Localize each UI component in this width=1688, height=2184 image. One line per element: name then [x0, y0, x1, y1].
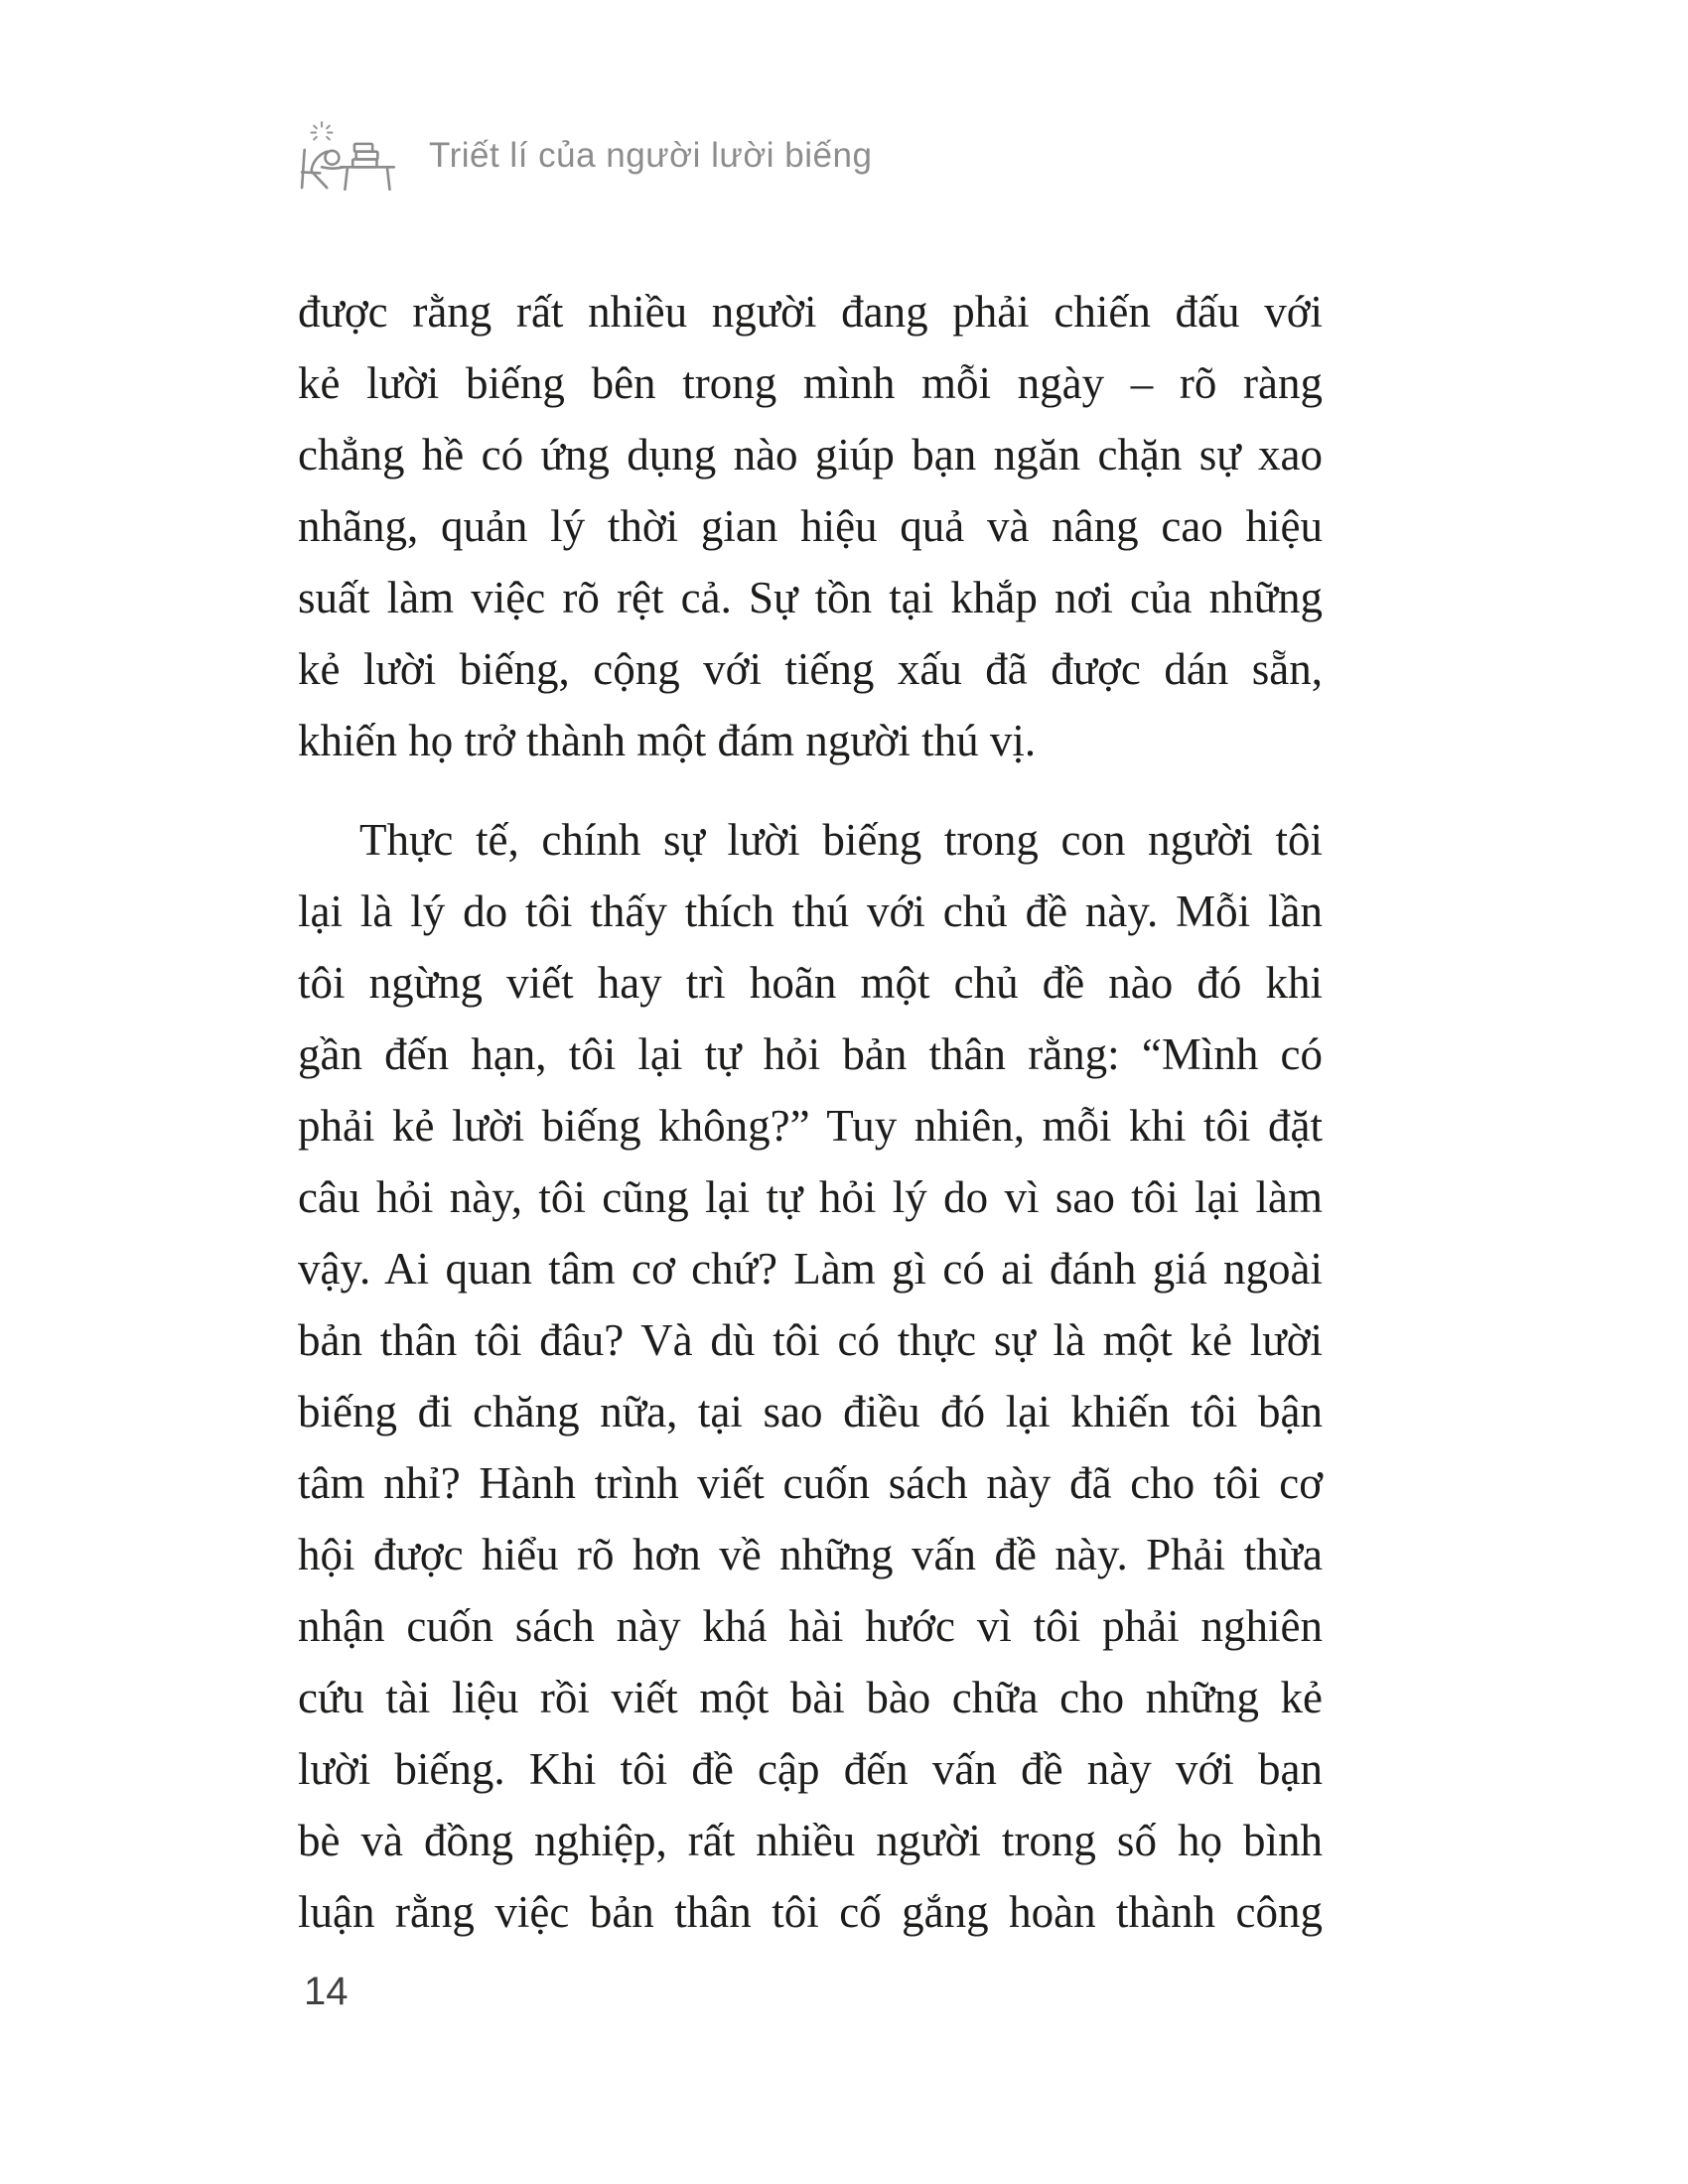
text-line: tôi ngừng viết hay trì hoãn một chủ đề nào đó khi	[298, 958, 1323, 1008]
paragraph	[298, 276, 1323, 776]
text-line: bè và đồng nghiệp, rất nhiều người trong số họ bình	[298, 1816, 1323, 1865]
running-head-title: Triết lí của người lười biếng	[429, 136, 873, 175]
text-line: lại là lý do tôi thấy thích thú với chủ đề này. Mỗi lần	[298, 887, 1323, 936]
text-line: câu hỏi này, tôi cũng lại tự hỏi lý do vì sao tôi lại làm	[298, 1172, 1323, 1222]
text-line: vậy. Ai quan tâm cơ chứ? Làm gì có ai đánh giá ngoài	[298, 1244, 1323, 1294]
text-line: phải kẻ lười biếng không?” Tuy nhiên, mỗi khi tôi đặt	[298, 1101, 1323, 1151]
text-line: nhận cuốn sách này khá hài hước vì tôi phải nghiên	[298, 1601, 1323, 1651]
text-line: suất làm việc rõ rệt cả. Sự tồn tại khắp nơi của những	[298, 573, 1323, 622]
text-line: khiến họ trở thành một đám người thú vị.	[298, 716, 1037, 765]
text-line: cứu tài liệu rồi viết một bài bào chữa cho những kẻ	[298, 1673, 1323, 1722]
body-text	[298, 276, 1323, 1948]
text-line: nhãng, quản lý thời gian hiệu quả và nâng cao hiệu	[298, 501, 1323, 551]
text-line: được rằng rất nhiều người đang phải chiến đấu với	[298, 287, 1323, 337]
text-line: chẳng hề có ứng dụng nào giúp bạn ngăn chặn sự xao	[298, 430, 1323, 479]
text-line: Thực tế, chính sự lười biếng trong con người tôi	[359, 815, 1323, 865]
text-line: kẻ lười biếng bên trong mình mỗi ngày – rõ ràng	[298, 358, 1323, 408]
sleeping-at-desk-icon	[296, 117, 399, 195]
text-line: biếng đi chăng nữa, tại sao điều đó lại khiến tôi bận	[298, 1387, 1323, 1436]
text-line: tâm nhỉ? Hành trình viết cuốn sách này đã cho tôi cơ	[298, 1458, 1323, 1508]
text-line: kẻ lười biếng, cộng với tiếng xấu đã được dán sẵn,	[298, 644, 1323, 694]
page-header	[296, 117, 872, 195]
text-line: hội được hiểu rõ hơn về những vấn đề này. Phải thừa	[298, 1530, 1323, 1579]
text-line: gần đến hạn, tôi lại tự hỏi bản thân rằng: “Mình có	[298, 1029, 1323, 1079]
text-line: bản thân tôi đâu? Và dù tôi có thực sự là một kẻ lười	[298, 1315, 1323, 1365]
paragraph	[298, 804, 1323, 1948]
text-line: luận rằng việc bản thân tôi cố gắng hoàn thành công	[298, 1887, 1323, 1937]
text-line: lười biếng. Khi tôi đề cập đến vấn đề này với bạn	[298, 1744, 1323, 1794]
page-number: 14	[304, 1970, 349, 2013]
